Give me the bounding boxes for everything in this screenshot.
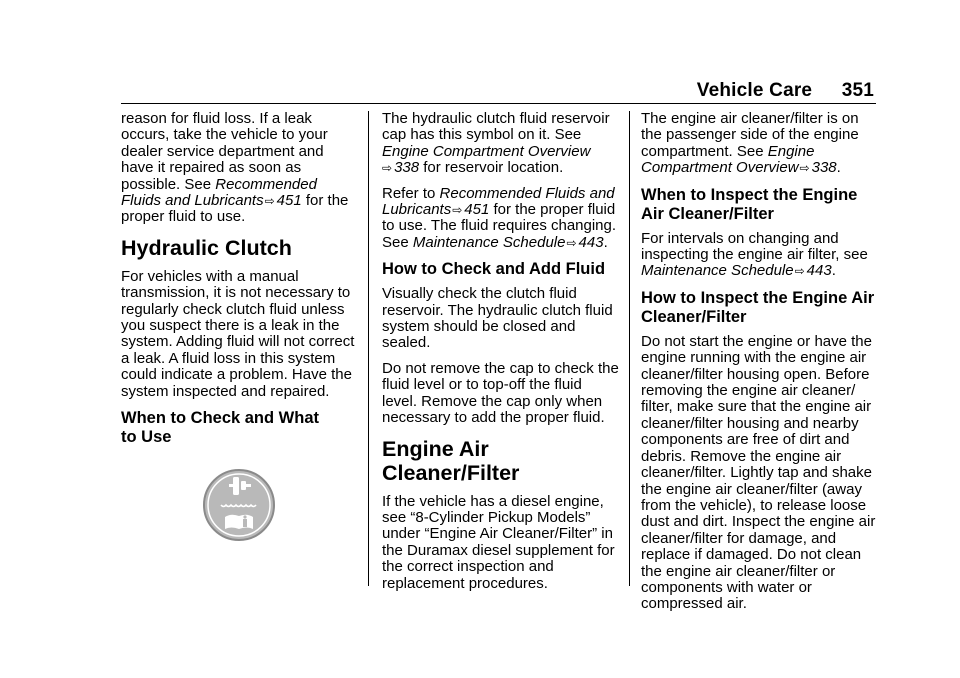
paragraph: Refer to Recommended Fluids and Lubricants⇨ 451 for the proper fluid to use. The fluid requires changing. See Maintenance Schedule⇨ 443.: [382, 184, 617, 251]
heading-how-to-inspect: How to Inspect the Engine Air Cleaner/Filter: [641, 288, 875, 326]
heading-when-to-inspect: When to Inspect the Engine Air Cleaner/Filter: [641, 185, 858, 223]
page-header: [697, 80, 874, 102]
cross-reference-link[interactable]: Engine Compartment Overview: [382, 142, 591, 160]
heading-when-to-check: When to Check and What to Use: [121, 409, 319, 447]
cross-reference-link[interactable]: Recommended Fluids and Lubricants: [382, 184, 615, 219]
page-reference-arrow-icon: ⇨: [799, 161, 810, 176]
page-reference-arrow-icon: ⇨: [382, 161, 393, 176]
column-1: [121, 111, 356, 543]
page-reference-number[interactable]: 451: [464, 201, 490, 219]
cross-reference-link[interactable]: Maintenance Schedule: [641, 262, 794, 280]
paragraph: reason for fluid loss. If a leak occurs, take the vehicle to your dealer service department and have it repaired as soon as possible. See Recommended Fluids and Lubricants⇨ 451 for the proper fluid to use.: [121, 110, 349, 226]
paragraph: If the vehicle has a diesel engine, see “8-Cylinder Pickup Models” under “Engine Air Cleaner/Filter” in the Duramax diesel supplement for the correct inspection and replacement procedures.: [382, 492, 615, 592]
page-reference-number[interactable]: 443: [806, 262, 832, 280]
page-reference-arrow-icon: ⇨: [264, 194, 275, 209]
column-divider-2: [629, 111, 630, 586]
column-divider-1: [368, 111, 369, 586]
paragraph: For vehicles with a manual transmission, it is not necessary to regularly check clutch fluid unless you suspect there is a leak in the system. Adding fluid will not correct a leak. A fluid loss in this system could indicate a problem. Have the system inspected and repaired.: [121, 267, 355, 400]
page-reference-number[interactable]: 338: [394, 159, 420, 177]
paragraph: The engine air cleaner/filter is on the passenger side of the engine compartment. See Engine Compartment Overview⇨ 338.: [641, 110, 859, 177]
cross-reference-link[interactable]: Engine Compartment Overview: [641, 142, 815, 177]
clutch-fluid-symbol-icon: [121, 467, 356, 543]
header-rule: [121, 103, 876, 104]
heading-how-to-check: How to Check and Add Fluid: [382, 260, 606, 279]
page-reference-number[interactable]: 338: [811, 159, 837, 177]
paragraph: Visually check the clutch fluid reservoir. The hydraulic clutch fluid system should be closed and sealed.: [382, 285, 613, 352]
page-reference-arrow-icon: ⇨: [566, 235, 577, 250]
heading-engine-air-cleaner: Engine Air Cleaner/Filter: [382, 436, 520, 485]
page-reference-arrow-icon: ⇨: [794, 264, 805, 279]
column-3: [641, 111, 879, 622]
page-reference-number[interactable]: 443: [578, 233, 604, 251]
paragraph: For intervals on changing and inspecting the engine air filter, see Maintenance Schedule⇨ 443.: [641, 229, 868, 280]
section-title: Vehicle Care: [696, 80, 813, 101]
paragraph: Do not remove the cap to check the fluid level or to top-off the fluid level. Remove the cap only when necessary to add the proper fluid.: [382, 359, 619, 427]
cross-reference-link[interactable]: Recommended Fluids and Lubricants: [121, 175, 317, 210]
cross-reference-link[interactable]: Maintenance Schedule: [412, 233, 566, 251]
page-number: 351: [841, 80, 874, 101]
page-reference-arrow-icon: ⇨: [452, 203, 463, 218]
column-2: [382, 111, 620, 601]
page-reference-number[interactable]: 451: [276, 192, 302, 210]
heading-hydraulic-clutch: Hydraulic Clutch: [121, 235, 292, 260]
paragraph: Do not start the engine or have the engine running with the engine air cleaner/filter housing open. Before removing the engine air cleaner/ filter, make sure that the engine air cleaner/filter housing and nearby components are free of dirt and debris. Remove the engine air cleaner/filter. Lightly tap and shake the engine air cleaner/filter (away from the vehicle), to release loose dust and dirt. Inspect the engine air cleaner/filter for damage, and replace if damaged. Do not clean the engine air cleaner/filter or components with water or compressed air.: [641, 332, 876, 613]
paragraph: The hydraulic clutch fluid reservoir cap has this symbol on it. See Engine Compartment Overview ⇨ 338 for reservoir location.: [382, 110, 610, 177]
